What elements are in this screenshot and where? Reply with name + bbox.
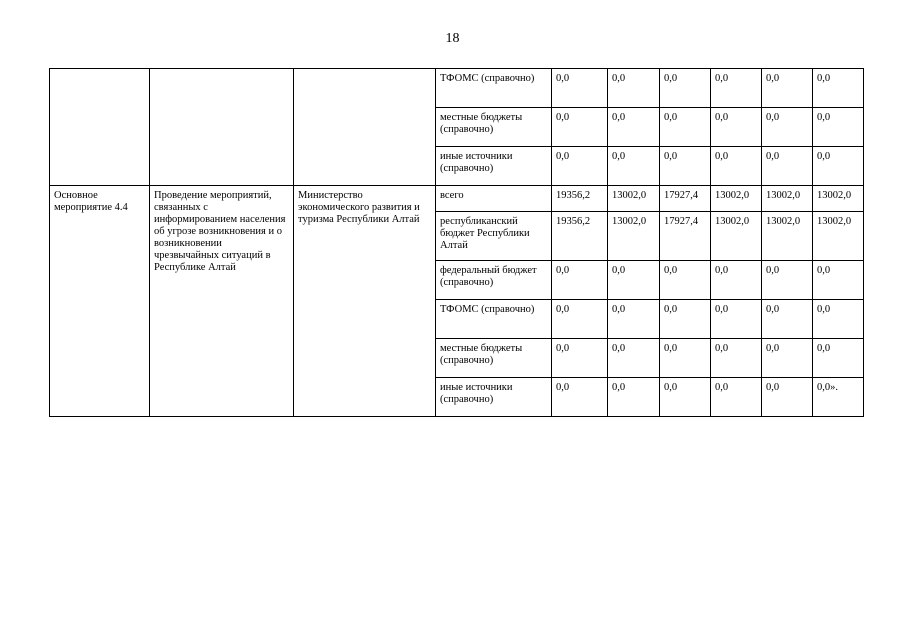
value-cell: 0,0 [711,339,762,378]
table-row [50,186,864,212]
value-cell: 0,0 [552,378,608,417]
value-cell: 13002,0 [813,186,864,212]
value-cell: 13002,0 [608,212,660,261]
value-cell: 17927,4 [660,212,711,261]
value-cell: 0,0 [711,261,762,300]
value-cell: 0,0 [711,108,762,147]
funding-source-cell: республиканский бюджет Республики Алтай [436,212,552,261]
value-cell: 0,0 [608,261,660,300]
value-cell: 0,0 [660,147,711,186]
value-cell: 0,0 [762,300,813,339]
value-cell: 0,0 [608,69,660,108]
budget-table [49,68,864,417]
value-cell: 0,0 [762,147,813,186]
value-cell: 0,0 [660,108,711,147]
value-cell: 0,0 [762,69,813,108]
funding-source-cell: иные источники (справочно) [436,378,552,417]
value-cell: 0,0 [762,261,813,300]
executor-cell-empty [294,69,436,186]
value-cell: 13002,0 [762,212,813,261]
value-cell: 13002,0 [762,186,813,212]
value-cell: 13002,0 [608,186,660,212]
value-cell: 0,0 [813,108,864,147]
value-cell: 0,0 [608,339,660,378]
value-cell: 0,0 [660,378,711,417]
value-cell: 0,0 [552,69,608,108]
value-cell: 0,0 [813,261,864,300]
funding-source-cell: федеральный бюджет (справочно) [436,261,552,300]
activity-name-cell: Проведение мероприятий, связанных с информированием населения об угрозе возникновения и о возникновении чрезвычайных ситуаций в Республике Алтай [150,186,294,417]
table-row [50,69,864,108]
executor-cell: Министерство экономического развития и туризма Республики Алтай [294,186,436,417]
funding-source-cell: ТФОМС (справочно) [436,300,552,339]
code-cell-empty [50,69,150,186]
value-cell: 13002,0 [711,212,762,261]
activity-code-cell: Основное мероприятие 4.4 [50,186,150,417]
value-cell: 0,0 [552,339,608,378]
value-cell: 0,0 [711,69,762,108]
value-cell: 0,0 [608,300,660,339]
value-cell: 0,0 [660,261,711,300]
value-cell: 13002,0 [711,186,762,212]
value-cell: 0,0 [552,108,608,147]
value-cell: 0,0 [813,147,864,186]
funding-source-cell: местные бюджеты (справочно) [436,339,552,378]
value-cell: 0,0 [762,378,813,417]
value-cell: 0,0 [552,261,608,300]
funding-source-cell: ТФОМС (справочно) [436,69,552,108]
value-cell: 0,0 [813,300,864,339]
value-cell: 17927,4 [660,186,711,212]
value-cell: 0,0 [660,339,711,378]
value-cell: 0,0 [762,108,813,147]
value-cell: 0,0 [608,378,660,417]
funding-source-cell: всего [436,186,552,212]
name-cell-empty [150,69,294,186]
value-cell: 0,0 [660,69,711,108]
value-cell: 0,0 [711,147,762,186]
value-cell: 19356,2 [552,212,608,261]
value-cell: 0,0». [813,378,864,417]
value-cell: 0,0 [762,339,813,378]
value-cell: 0,0 [813,339,864,378]
value-cell: 19356,2 [552,186,608,212]
value-cell: 0,0 [552,300,608,339]
value-cell: 0,0 [711,300,762,339]
funding-source-cell: иные источники (справочно) [436,147,552,186]
value-cell: 0,0 [552,147,608,186]
value-cell: 0,0 [608,108,660,147]
value-cell: 0,0 [608,147,660,186]
funding-source-cell: местные бюджеты (справочно) [436,108,552,147]
value-cell: 13002,0 [813,212,864,261]
page-number: 18 [445,31,460,46]
value-cell: 0,0 [711,378,762,417]
value-cell: 0,0 [813,69,864,108]
value-cell: 0,0 [660,300,711,339]
